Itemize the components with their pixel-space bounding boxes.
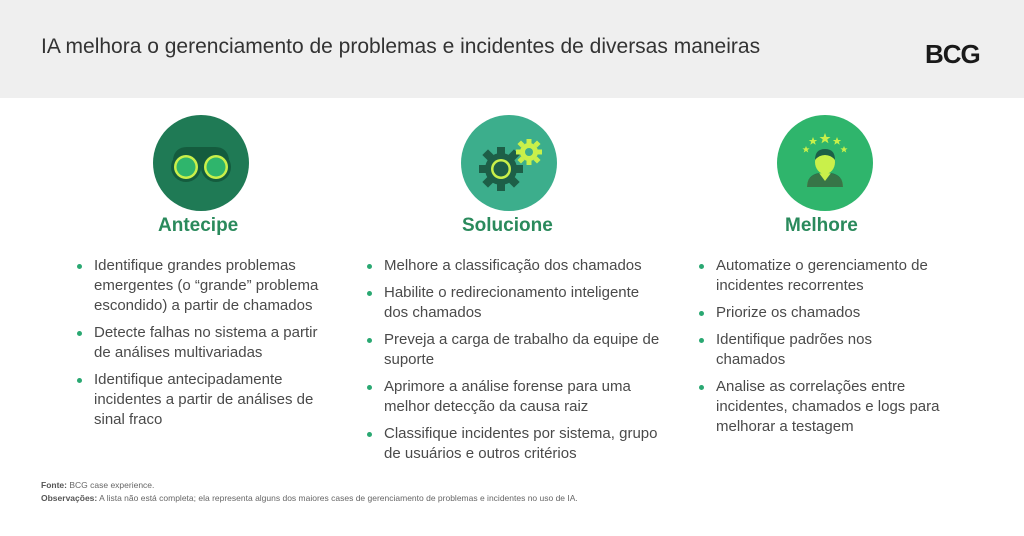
binoculars-icon <box>153 115 249 211</box>
bullet-icon <box>699 338 704 343</box>
list-item: Analise as correlações entre incidentes, chamados e logs para melhorar a testagem <box>699 377 944 437</box>
bullet-icon <box>367 291 372 296</box>
bullet-list <box>77 256 327 437</box>
list-item: Identifique padrões nos chamados <box>699 330 944 370</box>
bullet-icon <box>367 338 372 343</box>
page-title: IA melhora o gerenciamento de problemas e incidentes de diversas maneiras <box>41 35 761 58</box>
bullet-icon <box>77 331 82 336</box>
bullet-icon <box>367 385 372 390</box>
footer-notes <box>41 479 578 505</box>
column-title: Melhore <box>785 215 858 236</box>
list-item: Identifique grandes problemas emergentes (o “grande” problema escondido) a partir de chamados <box>77 256 327 316</box>
bullet-icon <box>699 311 704 316</box>
list-item: Classifique incidentes por sistema, grupo de usuários e outros critérios <box>367 424 667 464</box>
bcg-logo: BCG <box>925 39 980 69</box>
bullet-icon <box>699 385 704 390</box>
bullet-icon <box>77 264 82 269</box>
column-title: Antecipe <box>158 215 239 236</box>
list-item: Habilite o redirecionamento inteligente dos chamados <box>367 283 667 323</box>
column-title: Solucione <box>462 215 553 236</box>
list-item: Identifique antecipadamente incidentes a partir de análises de sinal fraco <box>77 370 327 430</box>
notes-line: Observações: A lista não está completa; ela representa alguns dos maiores cases de gerenciamento de problemas e incidentes no uso de IA. <box>41 493 578 503</box>
bullet-icon <box>367 264 372 269</box>
list-item: Preveja a carga de trabalho da equipe de suporte <box>367 330 667 370</box>
list-item: Melhore a classificação dos chamados <box>367 256 667 276</box>
bullet-list <box>367 256 667 471</box>
bullet-icon <box>699 264 704 269</box>
list-item: Priorize os chamados <box>699 303 944 323</box>
source-line: Fonte: BCG case experience. <box>41 480 155 490</box>
list-item: Automatize o gerenciamento de incidentes recorrentes <box>699 256 944 296</box>
bullet-icon <box>77 378 82 383</box>
list-item: Aprimore a análise forense para uma melhor detecção da causa raiz <box>367 377 667 417</box>
bullet-list <box>699 256 944 444</box>
list-item: Detecte falhas no sistema a partir de análises multivariadas <box>77 323 327 363</box>
person-stars-icon <box>777 115 873 211</box>
bullet-icon <box>367 432 372 437</box>
header-bar <box>0 0 1024 98</box>
gears-icon <box>461 115 557 211</box>
